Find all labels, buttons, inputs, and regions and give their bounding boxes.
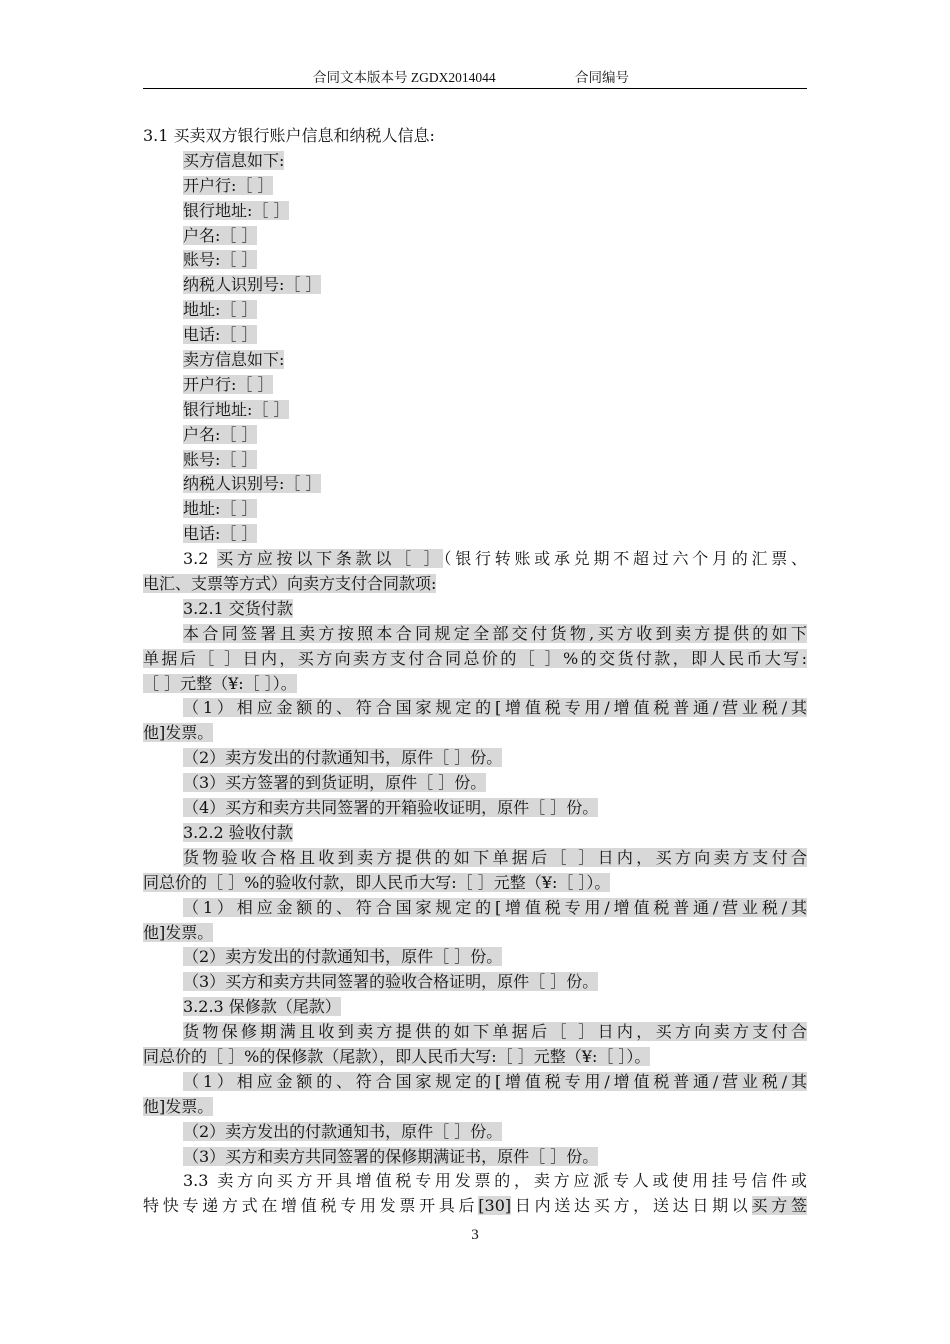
text-line — [143, 696, 807, 721]
text-line — [143, 1120, 807, 1145]
highlighted-text: 货物验收合格且收到卖方提供的如下单据后［ ］日内，买方向卖方支付合 — [183, 847, 807, 867]
highlighted-text: 他]发票。 — [143, 1096, 214, 1116]
text-line — [143, 323, 807, 348]
highlighted-text: （4）买方和卖方共同签署的开箱验收证明，原件［ ］份。 — [183, 798, 599, 818]
highlighted-text: 地址:［ ］ — [183, 300, 258, 320]
text-line — [143, 199, 807, 224]
highlighted-text: （3）买方和卖方共同签署的保修期满证书，原件［ ］份。 — [183, 1146, 599, 1166]
text-line — [143, 1145, 807, 1170]
text-line — [143, 746, 807, 771]
highlighted-text: 纳税人识别号:［ ］ — [183, 275, 322, 295]
highlighted-text: 账号:［ ］ — [183, 449, 258, 469]
text-line — [143, 921, 807, 946]
document-body — [143, 124, 807, 1219]
contract-version: 合同文本版本号 ZGDX2014044 — [313, 70, 496, 85]
highlighted-text: 账号:［ ］ — [183, 250, 258, 270]
text-line — [143, 970, 807, 995]
text-line — [143, 995, 807, 1020]
text-line — [143, 1045, 807, 1070]
highlighted-text: （3）买方签署的到货证明，原件［ ］份。 — [183, 773, 487, 793]
highlighted-text: 开户行:［ ］ — [183, 175, 274, 195]
text-line — [143, 796, 807, 821]
text-line — [143, 597, 807, 622]
text-segment: 特快专递方式在增值税专用发票开具后 — [143, 1196, 479, 1216]
highlighted-text: 银行地址:［ ］ — [183, 200, 290, 220]
text-line — [143, 846, 807, 871]
text-line — [143, 547, 807, 572]
contract-number-label: 合同编号 — [575, 70, 629, 85]
highlighted-text: （2）卖方发出的付款通知书，原件［ ］份。 — [183, 1121, 503, 1141]
highlighted-text: 本合同签署且卖方按照本合同规定全部交付货物,买方收到卖方提供的如下 — [183, 623, 807, 643]
highlighted-text: （3）买方和卖方共同签署的验收合格证明，原件［ ］份。 — [183, 972, 599, 992]
highlighted-text: 3.2.1 交货付款 — [183, 598, 293, 618]
highlighted-text: 电汇、支票等方式）向卖方支付合同款项: — [143, 574, 437, 594]
text-line — [143, 149, 807, 174]
highlighted-text: 单据后［ ］日内，买方向卖方支付合同总价的［ ］%的交货付款，即人民币大写: — [143, 648, 807, 668]
highlighted-text: 买方信息如下: — [183, 150, 285, 170]
text-line — [143, 1194, 807, 1219]
text-line — [143, 672, 807, 697]
highlighted-text: 纳税人识别号:［ ］ — [183, 474, 322, 494]
text-line — [143, 622, 807, 647]
highlighted-text: 他]发票。 — [143, 723, 214, 743]
text-line — [143, 448, 807, 473]
text-line — [143, 248, 807, 273]
highlighted-text: ［ ］元整（¥:［ ］）。 — [143, 673, 297, 693]
text-line — [143, 298, 807, 323]
highlighted-text: （2）卖方发出的付款通知书，原件［ ］份。 — [183, 748, 503, 768]
text-line — [143, 273, 807, 298]
text-line — [143, 896, 807, 921]
highlighted-text: 货物保修期满且收到卖方提供的如下单据后［ ］日内，买方向卖方支付合 — [183, 1022, 807, 1042]
text-line — [143, 497, 807, 522]
text-line — [143, 472, 807, 497]
highlighted-text: （1）相应金额的、符合国家规定的[增值税专用/增值税普通/营业税/其 — [183, 1071, 807, 1091]
page-number: 3 — [471, 1227, 479, 1243]
text-segment: 日内送达买方，送达日期以 — [511, 1196, 752, 1216]
text-line — [143, 1095, 807, 1120]
text-line — [143, 398, 807, 423]
text-line — [143, 871, 807, 896]
highlighted-text: 户名:［ ］ — [183, 424, 258, 444]
text-line — [143, 423, 807, 448]
highlighted-text: 电话:［ ］ — [183, 524, 258, 544]
text-line — [143, 721, 807, 746]
text-line — [143, 945, 807, 970]
highlighted-text: （1）相应金额的、符合国家规定的[增值税专用/增值税普通/营业税/其 — [183, 698, 807, 718]
text-line — [143, 522, 807, 547]
highlighted-text: 地址:［ ］ — [183, 499, 258, 519]
highlighted-text: [30] — [478, 1196, 512, 1216]
text-segment: 3.1 买卖双方银行账户信息和纳税人信息: — [143, 126, 435, 145]
highlighted-text: 同总价的［ ］%的保修款（尾款），即人民币大写:［ ］元整（¥:［ ］）。 — [143, 1046, 651, 1066]
text-line — [143, 572, 807, 597]
highlighted-text: 同总价的［ ］%的验收付款，即人民币大写:［ ］元整（¥:［ ］）。 — [143, 872, 611, 892]
highlighted-text: 买方应按以下条款以［ ］ — [217, 549, 444, 569]
highlighted-text: 3.2.2 验收付款 — [183, 822, 293, 842]
text-line — [143, 1169, 807, 1194]
highlighted-text: 卖方信息如下: — [183, 350, 285, 370]
text-line — [143, 174, 807, 199]
text-line — [143, 771, 807, 796]
highlighted-text: （2）卖方发出的付款通知书，原件［ ］份。 — [183, 947, 503, 967]
highlighted-text: 他]发票。 — [143, 922, 214, 942]
text-line — [143, 373, 807, 398]
highlighted-text: 电话:［ ］ — [183, 325, 258, 345]
text-line — [143, 821, 807, 846]
highlighted-text: 买方签 — [751, 1196, 807, 1216]
text-line — [143, 224, 807, 249]
text-line — [143, 124, 807, 149]
page-header — [143, 64, 807, 89]
text-line — [143, 348, 807, 373]
highlighted-text: 银行地址:［ ］ — [183, 399, 290, 419]
text-line — [143, 647, 807, 672]
text-segment: （银行转账或承兑期不超过六个月的汇票、 — [443, 549, 808, 569]
highlighted-text: 3.2.3 保修款（尾款） — [183, 997, 341, 1017]
text-line — [143, 1070, 807, 1095]
text-line — [143, 1020, 807, 1045]
highlighted-text: （1）相应金额的、符合国家规定的[增值税专用/增值税普通/营业税/其 — [183, 897, 807, 917]
highlighted-text: 户名:［ ］ — [183, 225, 258, 245]
text-segment: 3.3 卖方向买方开具增值税专用发票的，卖方应派专人或使用挂号信件或 — [183, 1171, 807, 1191]
highlighted-text: 开户行:［ ］ — [183, 374, 274, 394]
text-segment: 3.2 — [183, 549, 218, 569]
